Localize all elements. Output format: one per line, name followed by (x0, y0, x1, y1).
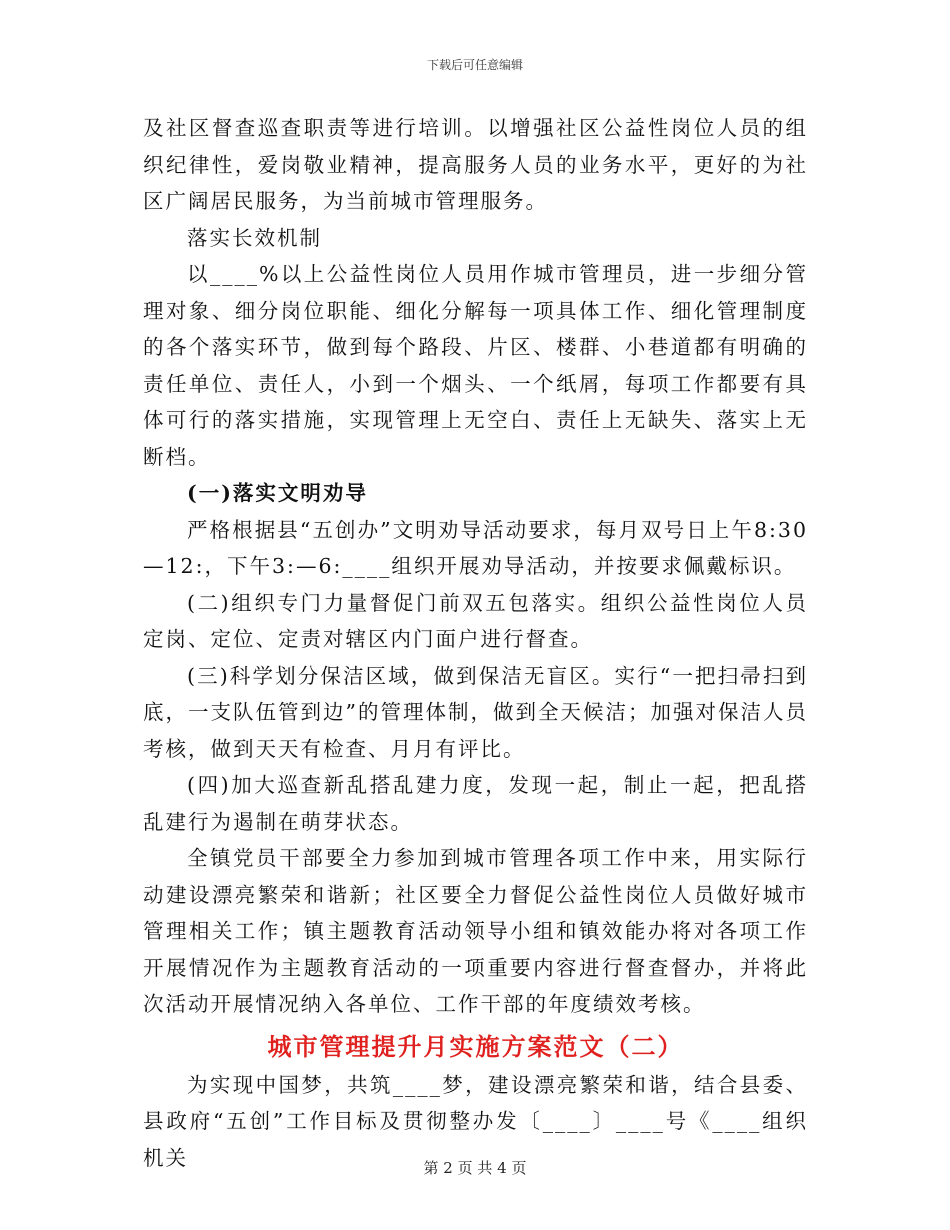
paragraph-8: (四)加大巡查新乱搭乱建力度，发现一起，制止一起，把乱搭乱建行为遏制在萌芽状态。 (143, 773, 808, 834)
paragraph-7: (三)科学划分保洁区域，做到保洁无盲区。实行“一把扫帚扫到底，一支队伍管到边”的管理体制，做到全天候洁；加强对保洁人员考核，做到天天有检查、月月有评比。 (143, 663, 808, 761)
paragraph-1: 及社区督查巡查职责等进行培训。以增强社区公益性岗位人员的组织纪律性，爱岗敬业精神，提高服务人员的业务水平，更好的为社区广阔居民服务，为当前城市管理服务。 (143, 116, 808, 213)
page-footer: 第 2 页 共 4 页 (423, 1159, 527, 1177)
paragraph-6: (二)组织专门力量督促门前双五包落实。组织公益性岗位人员定岗、定位、定责对辖区内门面户进行督查。 (143, 590, 808, 651)
page-header: 下载后可任意编辑 (426, 58, 523, 72)
paragraph-3: 以____%以上公益性岗位人员用作城市管理员，进一步细分管理对象、细分岗位职能、细化分解每一项具体工作、细化管理制度的各个落实环节，做到每个路段、片区、楼群、小巷道都有明确的责任单位、责任人，小到一个烟头、一个纸屑，每项工作都要有具体可行的落实措施，实现管理上无空白、责任上无缺失、落实上无断档。 (143, 262, 808, 469)
document-body (143, 110, 808, 1176)
paragraph-10: 为实现中国梦，共筑____梦，建设漂亮繁荣和谐，结合县委、县政府“五创”工作目标及贯彻整办发〔____〕____号《____组织机关 (143, 1072, 808, 1170)
section-title: 城市管理提升月实施方案范文（二） (267, 1031, 684, 1061)
paragraph-5: 严格根据县“五创办”文明劝导活动要求，每月双号日上午8:30—12:，下午3:—6:____组织开展劝导活动，并按要求佩戴标识。 (143, 517, 808, 578)
paragraph-9: 全镇党员干部要全力参加到城市管理各项工作中来，用实际行动建设漂亮繁荣和谐新；社区要全力督促公益性岗位人员做好城市管理相关工作；镇主题教育活动领导小组和镇效能办将对各项工作开展情况作为主题教育活动的一项重要内容进行督查督办，并将此次活动开展情况纳入各单位、工作干部的年度绩效考核。 (143, 846, 808, 1016)
subheading-civilized-guidance: (一)落实文明劝导 (187, 481, 368, 505)
paragraph-2: 落实长效机制 (187, 225, 322, 250)
